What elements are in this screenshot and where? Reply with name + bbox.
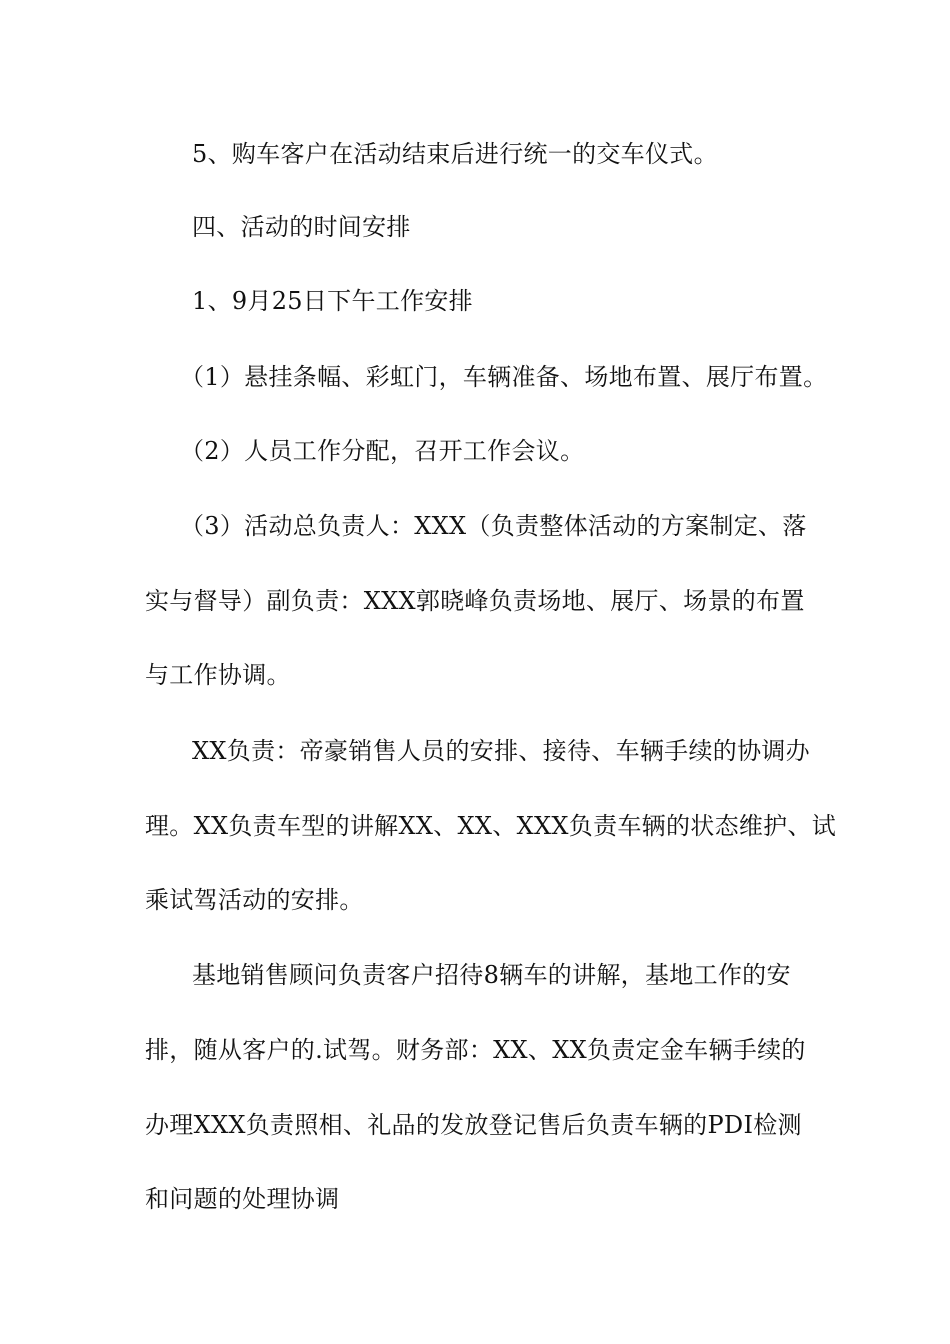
paragraph-line: 基地销售顾问负责客户招待8辆车的讲解，基地工作的安 [192,961,791,989]
section-heading: 四、活动的时间安排 [192,213,411,241]
paragraph-line: 办理XXX负责照相、礼品的发放登记售后负责车辆的PDI检测 [145,1111,802,1139]
list-item: （2）人员工作分配，召开工作会议。 [180,437,585,465]
paragraph-line: 和问题的处理协调 [145,1185,340,1213]
list-item: （1）悬挂条幅、彩虹门，车辆准备、场地布置、展厅布置。 [180,363,828,391]
paragraph-line: 乘试驾活动的安排。 [145,886,364,914]
paragraph-line: XX负责：帝豪销售人员的安排、接待、车辆手续的协调办 [192,737,810,765]
paragraph-line: 5、购车客户在活动结束后进行统一的交车仪式。 [192,140,718,168]
paragraph-line: 理。XX负责车型的讲解XX、XX、XXX负责车辆的状态维护、试 [145,812,837,840]
paragraph-line: 排，随从客户的.试驾。财务部：XX、XX负责定金车辆手续的 [145,1036,806,1064]
subsection-heading: 1、9月25日下午工作安排 [192,287,473,315]
paragraph-line: 与工作协调。 [145,661,291,689]
list-item: （3）活动总负责人：XXX（负责整体活动的方案制定、落 [180,512,807,540]
paragraph-line: 实与督导）副负责：XXX郭晓峰负责场地、展厅、场景的布置 [145,587,805,615]
